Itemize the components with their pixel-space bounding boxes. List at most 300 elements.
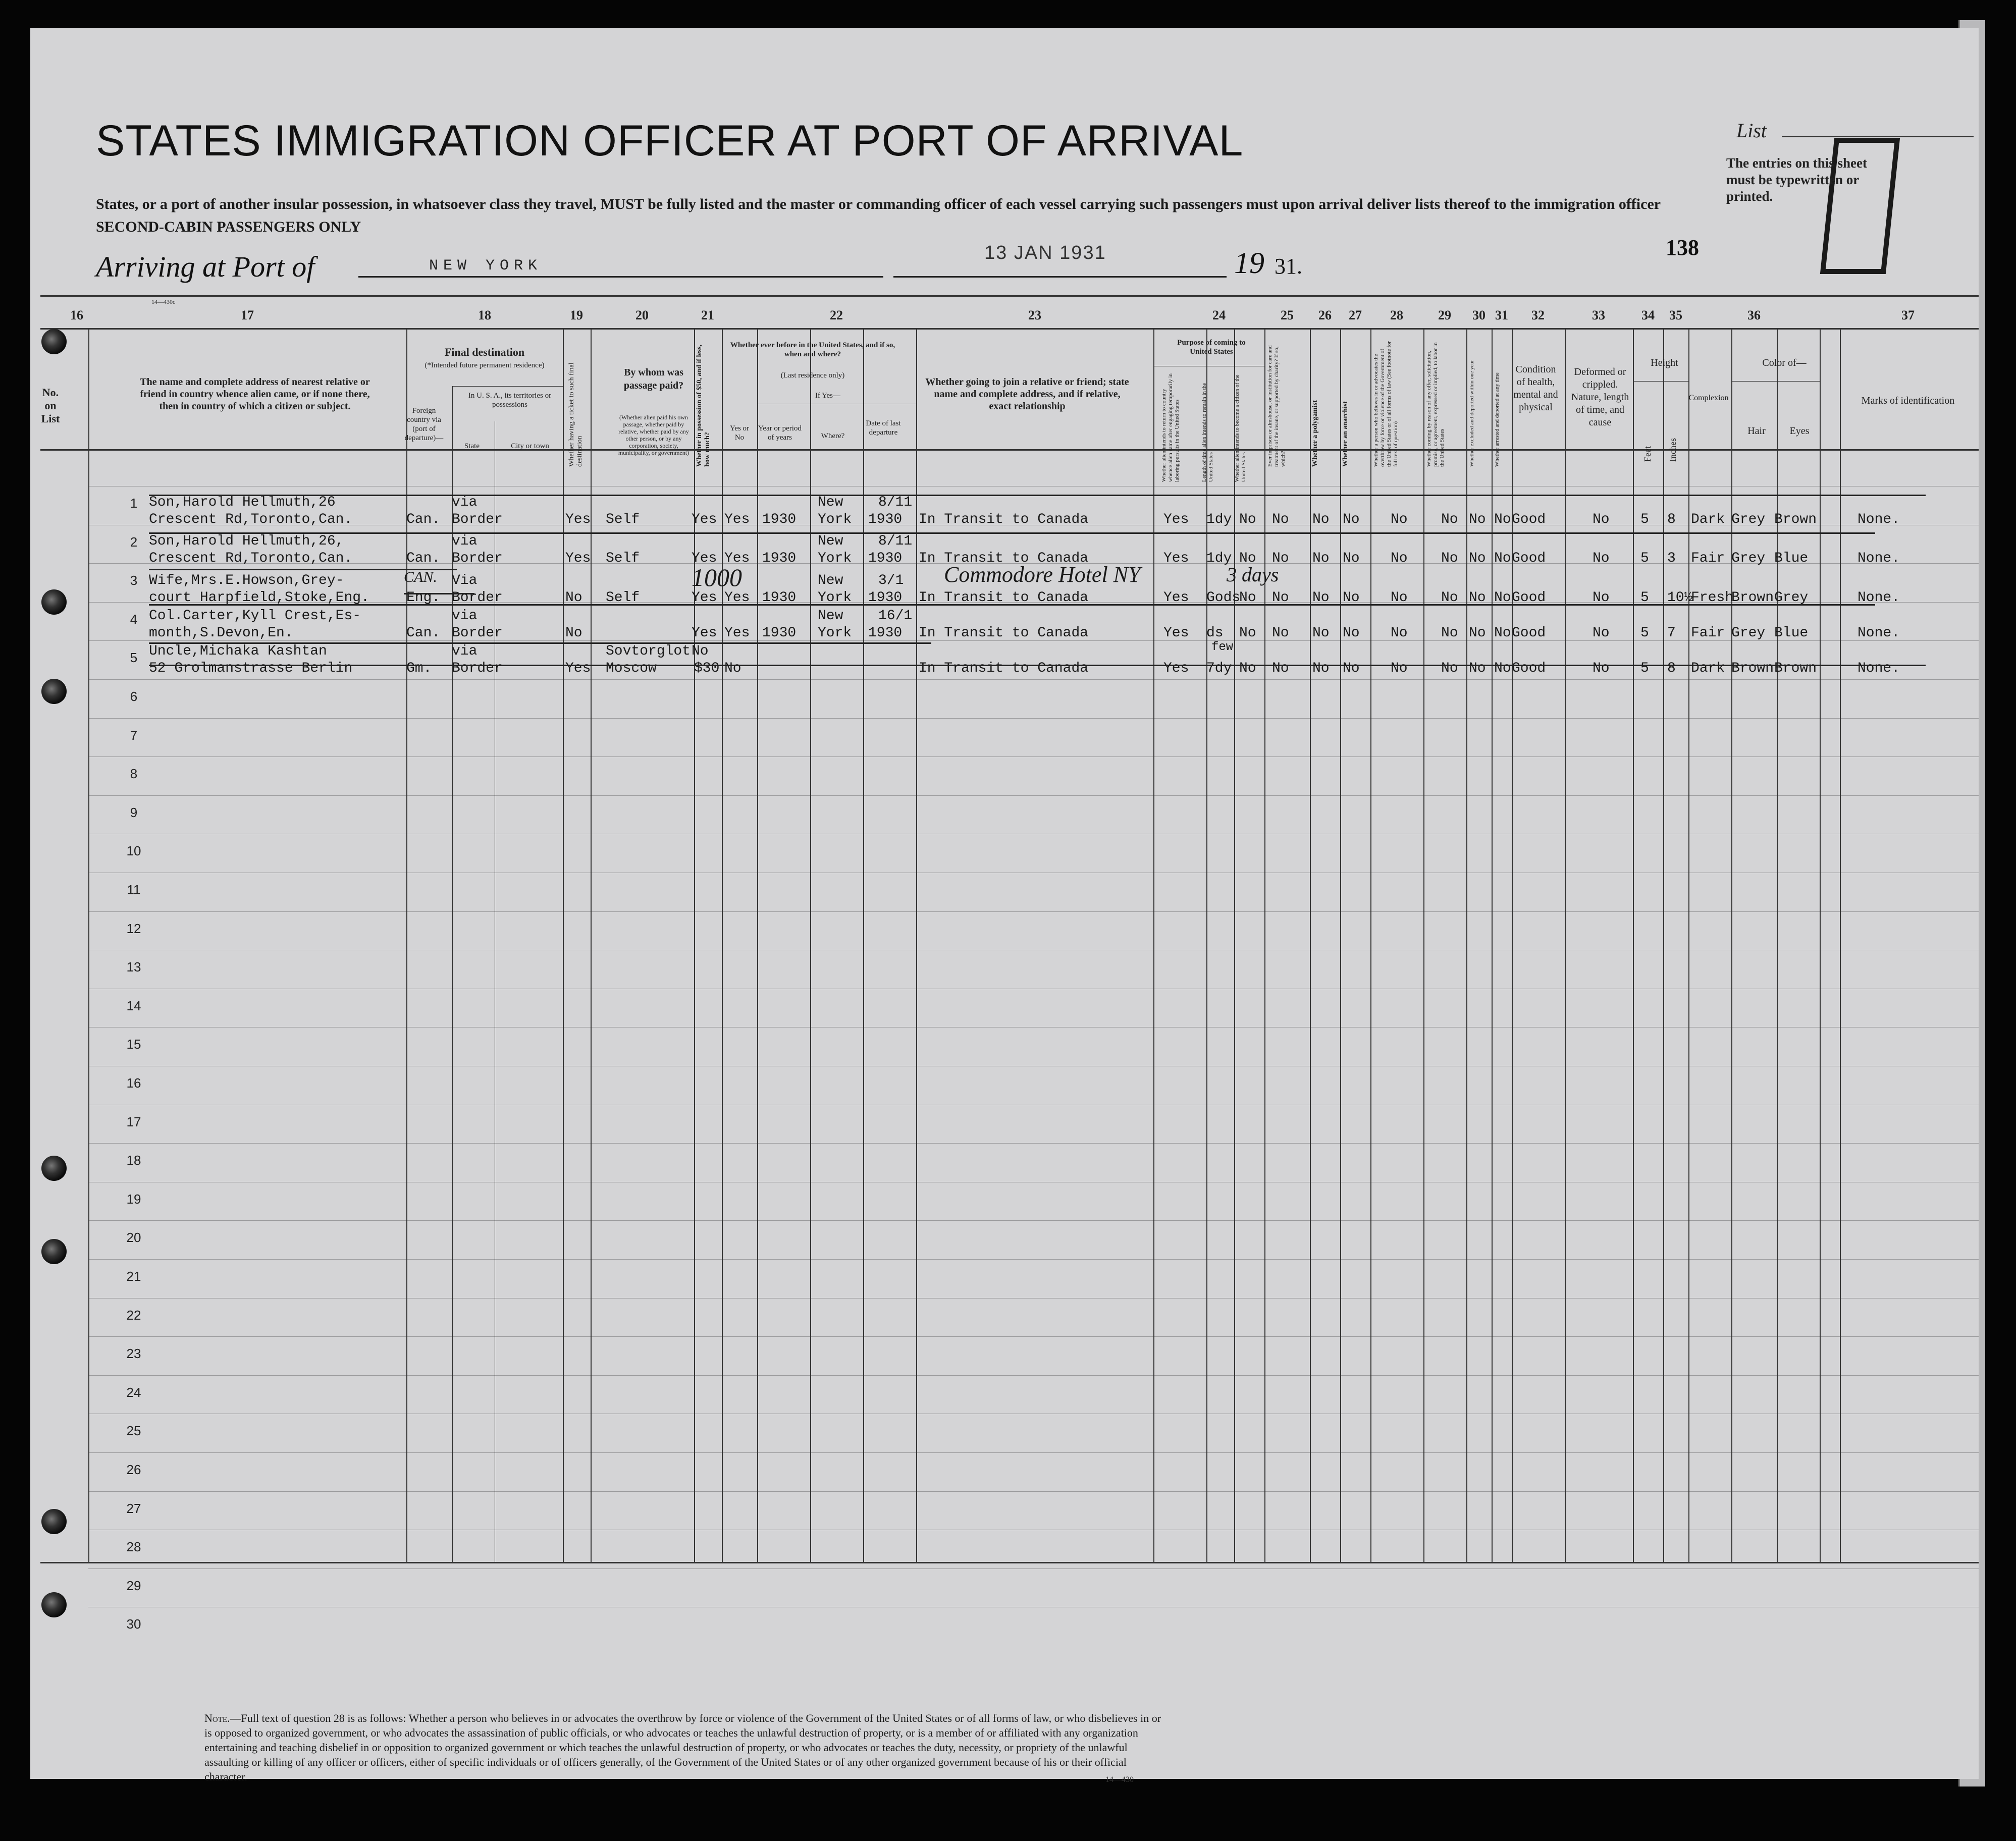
- before-where: York: [818, 512, 852, 527]
- header-year-period: Year or period of years: [758, 424, 802, 442]
- anarchist-value: No: [1343, 661, 1360, 676]
- intends-citizen: No: [1239, 512, 1256, 527]
- before-where: York: [818, 625, 852, 641]
- header-color-of: Color of—: [1762, 357, 1807, 368]
- row-number: 16: [126, 1075, 141, 1091]
- destination-city: Border: [452, 625, 503, 641]
- marks-value: None.: [1858, 661, 1900, 676]
- column-number: 18: [478, 308, 491, 322]
- manifest-sheet: [30, 28, 1979, 1784]
- row-rule: [88, 1336, 1979, 1337]
- port-name: NEW YORK: [429, 257, 543, 275]
- column-rule: [1340, 328, 1341, 1562]
- column-rule: [722, 328, 723, 1562]
- intends-citizen: No: [1239, 625, 1256, 641]
- row-rule: [88, 1568, 1979, 1569]
- row-rule: [88, 1220, 1979, 1221]
- before-yes-no: Yes: [724, 625, 750, 641]
- column-number: 36: [1747, 308, 1761, 322]
- column-rule: [1264, 328, 1265, 1562]
- height-inches: 8: [1667, 661, 1676, 676]
- sheet-number: 138: [1666, 235, 1699, 260]
- relative-address: court Harpfield,Stoke,Eng.: [149, 590, 369, 606]
- handwritten-country: CAN.: [404, 569, 437, 585]
- row-number: 1: [130, 496, 138, 511]
- header-polygamist: Whether a polygamist: [1311, 400, 1319, 467]
- complexion-value: Fresh: [1691, 590, 1734, 606]
- year-suffix: 31.: [1275, 254, 1302, 279]
- length-of-stay: 7dy: [1206, 661, 1232, 676]
- row-rule: [88, 718, 1979, 719]
- before-where: New: [818, 573, 843, 588]
- header-purpose: Purpose of coming to United States: [1177, 339, 1246, 356]
- eye-color: Brown: [1774, 661, 1817, 676]
- port-underline: [358, 276, 883, 278]
- row-number: 24: [126, 1384, 141, 1400]
- column-rule: [1840, 328, 1841, 1562]
- class-line: SECOND-CABIN PASSENGERS ONLY: [96, 219, 361, 235]
- join-relative: In Transit to Canada: [919, 512, 1089, 527]
- row-number: 14: [126, 998, 141, 1013]
- before-year: 1930: [762, 512, 797, 527]
- passage-paid-place: Moscow: [606, 661, 657, 676]
- column-rule: [1492, 328, 1493, 1562]
- money-value: Yes: [692, 590, 717, 606]
- header-marks: Marks of identification: [1861, 395, 1955, 406]
- deformed-value: No: [1593, 551, 1610, 566]
- strike-line: [149, 642, 931, 644]
- join-relative: In Transit to Canada: [919, 661, 1089, 676]
- prison-value: No: [1272, 512, 1289, 527]
- header-inches: Inches: [1668, 438, 1678, 462]
- intends-return: Yes: [1163, 512, 1189, 527]
- column-rule: [1234, 328, 1235, 1562]
- before-year: 1930: [762, 590, 797, 606]
- column-rule: [1820, 328, 1821, 1562]
- complexion-value: Fair: [1691, 625, 1725, 641]
- row-rule: [88, 1375, 1979, 1376]
- destination-state: via: [452, 495, 478, 510]
- binder-hole: [41, 1509, 67, 1534]
- column-rule: [1663, 328, 1664, 1562]
- q29-value: No: [1441, 512, 1458, 527]
- grid-rule: [40, 1562, 1979, 1563]
- row-number: 10: [126, 843, 141, 859]
- column-rule: [1688, 328, 1689, 1562]
- intends-citizen: No: [1239, 590, 1256, 606]
- q29-value: No: [1441, 551, 1458, 566]
- marks-value: None.: [1858, 590, 1900, 606]
- q28-value: No: [1391, 590, 1408, 606]
- destination-city: Border: [452, 590, 503, 606]
- marks-value: None.: [1858, 512, 1900, 527]
- column-number: 29: [1438, 308, 1451, 322]
- strike-line: [404, 593, 474, 594]
- form-number-top: 14—430c: [151, 298, 176, 305]
- row-number: 13: [126, 959, 141, 975]
- marks-value: None.: [1858, 625, 1900, 641]
- row-number: 29: [126, 1578, 141, 1593]
- binder-hole: [41, 1592, 67, 1617]
- column-rule: [563, 328, 564, 1562]
- row-number: 5: [130, 650, 138, 666]
- before-yes-no: Yes: [724, 512, 750, 527]
- row-number: 25: [126, 1423, 141, 1439]
- prison-value: No: [1272, 590, 1289, 606]
- column-rule: [1370, 328, 1371, 1562]
- destination-state: via: [452, 533, 478, 549]
- money-amount: $30: [694, 661, 720, 676]
- money-value: No: [692, 643, 709, 659]
- header-yes-or-no: Yes or No: [729, 424, 750, 442]
- intends-return: Yes: [1163, 551, 1189, 566]
- money-value: Yes: [692, 551, 717, 566]
- health-value: Good: [1512, 551, 1546, 566]
- q28-value: No: [1391, 661, 1408, 676]
- header-foreign-country: Foreign country via (port of departure)—: [404, 407, 444, 442]
- polygamist-value: No: [1312, 551, 1330, 566]
- footnote-label: Note.: [204, 1712, 230, 1724]
- prison-value: No: [1272, 661, 1289, 676]
- row-number: 22: [126, 1307, 141, 1323]
- column-rule: [916, 328, 917, 1562]
- q30-value: No: [1469, 590, 1486, 606]
- q29-value: No: [1441, 625, 1458, 641]
- foreign-country: Can.: [406, 512, 441, 527]
- column-number: 34: [1641, 308, 1655, 322]
- before-date: 3/1: [878, 573, 904, 588]
- column-rule: [810, 328, 811, 1562]
- q31-value: No: [1494, 661, 1511, 676]
- length-of-stay: 1dy: [1206, 551, 1232, 566]
- height-feet: 5: [1640, 661, 1649, 676]
- row-number: 18: [126, 1153, 141, 1168]
- binder-hole: [41, 329, 67, 354]
- entries-note-text: The entries on this sheet must be typewritten or printed.: [1726, 155, 1867, 204]
- column-rule: [1310, 328, 1311, 1562]
- grid-rule: [40, 328, 1979, 330]
- q31-value: No: [1494, 625, 1511, 641]
- binder-hole: [41, 589, 67, 615]
- column-number: 25: [1281, 308, 1294, 322]
- row-rule: [88, 1143, 1979, 1144]
- money-value: Yes: [692, 625, 717, 641]
- binder-hole: [41, 679, 67, 704]
- header-passage-paid: By whom was passage paid?: [623, 367, 684, 391]
- complexion-value: Dark: [1691, 661, 1725, 676]
- column-number: 30: [1472, 308, 1486, 322]
- height-feet: 5: [1640, 590, 1649, 606]
- relative-address: 52 Grolmanstrasse Berlin: [149, 661, 353, 676]
- binder-hole: [41, 1156, 67, 1181]
- column-number: 24: [1212, 308, 1226, 322]
- eye-color: Brown: [1774, 512, 1817, 527]
- eye-color: Blue: [1774, 625, 1809, 641]
- height-feet: 5: [1640, 625, 1649, 641]
- column-rule: [1153, 328, 1154, 1562]
- deformed-value: No: [1593, 590, 1610, 606]
- row-number: 15: [126, 1037, 141, 1052]
- anarchist-value: No: [1343, 512, 1360, 527]
- strike-line: [149, 532, 1875, 534]
- q28-value: No: [1391, 512, 1408, 527]
- row-number: 30: [126, 1616, 141, 1632]
- entries-note: [1726, 155, 1893, 205]
- column-rule: [1466, 328, 1467, 1562]
- strike-line: [149, 569, 457, 570]
- header-passage-paid-note: (Whether alien paid his own passage, whether paid by relative, whether paid by any other person, or by any corporation, society, municipality, or government): [618, 414, 689, 456]
- ticket-value: No: [565, 590, 582, 606]
- ticket-value: No: [565, 625, 582, 641]
- height-inches: 8: [1667, 512, 1676, 527]
- row-number: 12: [126, 920, 141, 936]
- join-relative: In Transit to Canada: [919, 590, 1089, 606]
- row-rule: [88, 1259, 1979, 1260]
- subheader-rule: [1633, 381, 1688, 382]
- before-yes-no: Yes: [724, 551, 750, 566]
- intends-citizen: No: [1239, 661, 1256, 676]
- row-number: 21: [126, 1269, 141, 1284]
- q29-value: No: [1441, 590, 1458, 606]
- column-rule: [88, 328, 89, 1562]
- anarchist-value: No: [1343, 590, 1360, 606]
- height-inches: 3: [1667, 551, 1676, 566]
- date-underline: [893, 276, 1227, 278]
- length-extra: few: [1211, 640, 1234, 654]
- q28-value: No: [1391, 625, 1408, 641]
- row-rule: [88, 795, 1979, 796]
- header-no-on-list: No. on List: [41, 386, 60, 425]
- list-label: List: [1736, 119, 1767, 142]
- q30-value: No: [1469, 661, 1486, 676]
- ticket-value: Yes: [565, 661, 591, 676]
- foreign-country: Gm.: [406, 661, 432, 676]
- before-where: New: [818, 608, 843, 624]
- row-number: 9: [130, 804, 138, 820]
- list-underline: [1782, 136, 1974, 137]
- before-date: 1930: [868, 625, 903, 641]
- q29-value: No: [1441, 661, 1458, 676]
- health-value: Good: [1512, 625, 1546, 641]
- anarchist-value: No: [1343, 625, 1360, 641]
- q30-value: No: [1469, 512, 1486, 527]
- join-relative: In Transit to Canada: [919, 625, 1089, 641]
- header-length-of-stay: Length of time alien intends to remain in the United States: [1201, 383, 1214, 482]
- relative-name: Uncle,Michaka Kashtan: [149, 643, 327, 659]
- relative-address: month,S.Devon,En.: [149, 625, 293, 641]
- health-value: Good: [1512, 512, 1546, 527]
- eye-color: Blue: [1774, 551, 1809, 566]
- grid-rule: [40, 449, 1979, 451]
- anarchist-value: No: [1343, 551, 1360, 566]
- row-number: 6: [130, 689, 138, 704]
- destination-state: via: [452, 608, 478, 624]
- before-yes-no: No: [724, 661, 741, 676]
- before-where: New: [818, 533, 843, 549]
- length-of-stay: 1dy: [1206, 512, 1232, 527]
- header-height: Height: [1651, 357, 1678, 368]
- column-number: 31: [1495, 308, 1508, 322]
- hair-color: Grey: [1731, 512, 1766, 527]
- row-number: 3: [130, 573, 138, 588]
- column-number: 28: [1390, 308, 1403, 322]
- row-number: 27: [126, 1500, 141, 1516]
- ticket-value: Yes: [565, 551, 591, 566]
- row-rule: [88, 679, 1979, 680]
- polygamist-value: No: [1312, 625, 1330, 641]
- row-number: 2: [130, 534, 138, 550]
- header-complexion: Complexion: [1688, 394, 1729, 402]
- relative-name: Wife,Mrs.E.Howson,Grey-: [149, 573, 344, 588]
- header-in-usa: In U. S. A., its territories or possessions: [468, 392, 552, 409]
- header-intends-citizen: Whether alien intends to become a citizen of the United States: [1234, 374, 1247, 482]
- header-ticket: Whether having a ticket to such final destination: [568, 362, 583, 467]
- header-q31: Whether arrested and deported at any time: [1494, 372, 1500, 467]
- q31-value: No: [1494, 551, 1511, 566]
- q30-value: No: [1469, 551, 1486, 566]
- deformed-value: No: [1593, 661, 1610, 676]
- before-date: 1930: [868, 512, 903, 527]
- height-feet: 5: [1640, 551, 1649, 566]
- header-intends-return: Whether alien intends to return to country whence alien came after engaging temporarily in laboring pursuits in the United States: [1161, 373, 1180, 482]
- before-date: 1930: [868, 590, 903, 606]
- instruction-line: States, or a port of another insular possession, in whatsoever class they travel, MUST be fully listed and the master or commanding officer of each vessel carrying such passengers must upon arrival deliver lists thereof to the immigration officer: [96, 196, 1661, 212]
- row-rule: [88, 756, 1979, 757]
- header-city: City or town: [511, 442, 549, 450]
- destination-city: Border: [452, 661, 503, 676]
- column-rule: [757, 328, 758, 1562]
- before-where: York: [818, 551, 852, 566]
- column-rule: [1565, 328, 1566, 1562]
- destination-state: Via: [452, 573, 478, 588]
- year-prefix: 19: [1234, 246, 1264, 280]
- height-feet: 5: [1640, 512, 1649, 527]
- intends-return: Yes: [1163, 625, 1189, 641]
- prison-value: No: [1272, 625, 1289, 641]
- money-value: Yes: [692, 512, 717, 527]
- ticket-value: Yes: [565, 512, 591, 527]
- header-feet: Feet: [1642, 446, 1653, 462]
- before-year: 1930: [762, 625, 797, 641]
- header-anarchist: Whether an anarchist: [1342, 401, 1349, 467]
- foreign-country: Can.: [406, 625, 441, 641]
- q30-value: No: [1469, 625, 1486, 641]
- relative-name: Son,Harold Hellmuth,26: [149, 495, 336, 510]
- health-value: Good: [1512, 590, 1546, 606]
- header-eyes: Eyes: [1789, 425, 1810, 437]
- length-of-stay: ds: [1206, 625, 1224, 641]
- header-if-yes: If Yes—: [815, 392, 840, 400]
- column-number: 20: [635, 308, 649, 322]
- column-number: 22: [830, 308, 843, 322]
- before-where: New: [818, 495, 843, 510]
- column-rule: [1633, 328, 1634, 1562]
- row-number: 23: [126, 1346, 141, 1362]
- column-number: 17: [241, 308, 254, 322]
- row-number: 19: [126, 1191, 141, 1207]
- relative-name: Col.Carter,Kyll Crest,Es-: [149, 608, 361, 624]
- intends-return: Yes: [1163, 661, 1189, 676]
- subheader-rule: [452, 386, 563, 387]
- eye-color: Grey: [1774, 590, 1809, 606]
- strike-line: [149, 665, 1926, 666]
- column-rule: [863, 328, 864, 1562]
- column-number: 16: [70, 308, 83, 322]
- relative-name: Son,Harold Hellmuth,26,: [149, 533, 344, 549]
- intends-citizen: No: [1239, 551, 1256, 566]
- q31-value: No: [1494, 590, 1511, 606]
- hair-color: Grey: [1731, 551, 1766, 566]
- date-stamp: 13 JAN 1931: [984, 242, 1106, 263]
- polygamist-value: No: [1312, 512, 1330, 527]
- header-before-in-us: Whether ever before in the United States, and if so, when and where?: [730, 341, 895, 358]
- destination-city: Border: [452, 512, 503, 527]
- row-number: 7: [130, 727, 138, 743]
- before-date: 8/11: [878, 495, 913, 510]
- passage-paid: Self: [606, 512, 640, 527]
- header-relative-address: The name and complete address of nearest relative or friend in country whence alien came, or if none there, then in country of which a citizen or subject.: [140, 376, 370, 412]
- subheader-rule: [1731, 381, 1820, 382]
- header-join-relative: Whether going to join a relative or friend; state name and complete address, and if relative, exact relationship: [925, 376, 1129, 412]
- complexion-value: Dark: [1691, 512, 1725, 527]
- foreign-country: Eng.: [406, 590, 441, 606]
- strike-line: [149, 604, 1875, 606]
- header-state: State: [464, 442, 480, 450]
- column-number: 19: [570, 308, 583, 322]
- header-q28: Whether a person who believes in or advocates the overthrow by force or violence of the Government of the United States or of all forms of law (See footnote for full text of question): [1373, 341, 1399, 467]
- deformed-value: No: [1593, 625, 1610, 641]
- row-number: 26: [126, 1462, 141, 1477]
- before-year: 1930: [762, 551, 797, 566]
- column-number: 33: [1592, 308, 1605, 322]
- row-number: 11: [127, 882, 141, 897]
- passage-paid: Self: [606, 551, 640, 566]
- before-date: 8/11: [878, 533, 913, 549]
- before-date: 1930: [868, 551, 903, 566]
- destination-city: Border: [452, 551, 503, 566]
- strike-line: [149, 495, 1926, 496]
- footnote-text: —Full text of question 28 is as follows: Whether a person who believes in or advocates the overthrow by force or violence of the Government of the United States or of all forms of law, or who disbelieves in or is opposed to organized government, or who advocates the assassination of public officials, or who advocates or teaches the unlawful destruction of property, or is a member of or affiliated with any organization entertaining and teaching disbelief in or opposition to organized government or which teaches the unlawful destruction of property, or who advocates or teaches the duty, necessity, or propriety of the unlawful assaulting or killing of any officer or officers, either of specific individuals or of officers generally, of the Government of the United States or of any other organized government because of his or their official character.: [204, 1712, 1161, 1783]
- handwritten-length: 3 days: [1227, 563, 1279, 586]
- header-date-last-departure: Date of last departure: [866, 419, 901, 437]
- polygamist-value: No: [1312, 661, 1330, 676]
- header-deformed: Deformed or crippled. Nature, length of time, and cause: [1571, 366, 1629, 428]
- destination-state: via: [452, 643, 478, 659]
- column-number: 37: [1901, 308, 1915, 322]
- prison-value: No: [1272, 551, 1289, 566]
- row-number: 28: [126, 1539, 141, 1555]
- intends-return: Yes: [1163, 590, 1189, 606]
- handwritten-join: Commodore Hotel NY: [944, 562, 1141, 587]
- before-date: 16/1: [878, 608, 913, 624]
- passage-paid: Self: [606, 590, 640, 606]
- grid-rule: [40, 295, 1979, 297]
- height-inches: 10½: [1667, 590, 1693, 606]
- before-where: York: [818, 590, 852, 606]
- before-yes-no: Yes: [724, 590, 750, 606]
- health-value: Good: [1512, 661, 1546, 676]
- length-of-stay: Gods: [1206, 590, 1241, 606]
- column-number: 21: [701, 308, 714, 322]
- row-rule: [88, 911, 1979, 912]
- relative-address: Crescent Rd,Toronto,Can.: [149, 512, 353, 527]
- foreign-country: Can.: [406, 551, 441, 566]
- header-q29: Whether coming by reason of any offer, solicitation, promise, or agreement, expressed or implied, to labor in the United States: [1426, 342, 1445, 467]
- join-relative: In Transit to Canada: [919, 551, 1089, 566]
- header-where: Where?: [821, 432, 845, 440]
- row-number: 4: [130, 611, 138, 627]
- passage-paid: Sovtorglot: [606, 643, 691, 659]
